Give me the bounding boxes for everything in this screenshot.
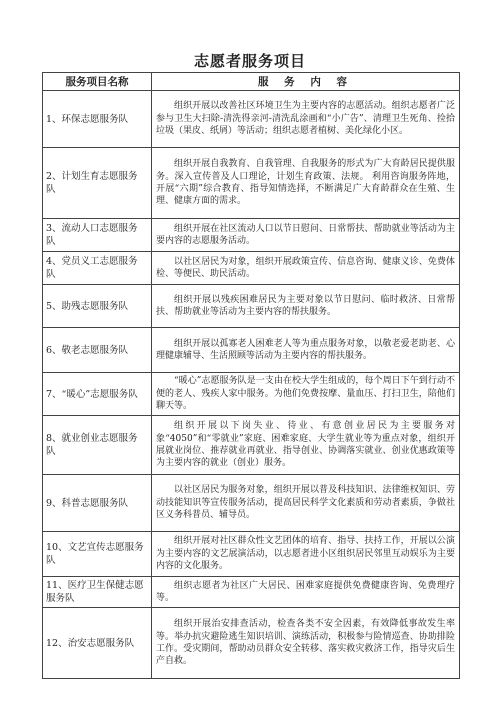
project-content: 组织开展以残疾困难居民为主要对象以节日慰问、临时救济、日常帮扶、帮助就业等活动为主要内容的帮扶服务。 <box>152 285 460 328</box>
header-project-name: 服务项目名称 <box>43 73 152 91</box>
project-name: 8、就业创业志愿服务队 <box>43 416 152 475</box>
project-content: “暖心”志愿服务队是一支由在校大学生组成的，每个周日下午到行动不便的老人、残疾人家中服务。为他们免费按摩、量血压、打扫卫生，陪他们聊天等。 <box>152 373 460 416</box>
project-content: 组织开展以孤寡老人困难老人等为重点服务对象，以敬老爱老助老、心理健康辅导、生活照顾等活动为主要内容的帮扶服务。 <box>152 328 460 373</box>
project-content: 组织开展治安排查活动，检查各类不安全因素，有效降低事故发生率等。举办抗灾避险逃生知识培训、演练活动，积极参与险情巡查、协助排险工作。受灾期间，帮助动员群众安全转移、落实救灾救济工作，指导灾后生产自救。 <box>152 608 460 679</box>
project-name: 12、治安志愿服务队 <box>43 608 152 679</box>
project-name: 10、文艺宣传志愿服务队 <box>43 532 152 577</box>
project-content: 组织开展自我教育、自我管理、自我服务的形式为广大育龄居民提供服务。深入宣传普及人口理论，计划生育政策、法规。 利用咨询服务阵地，开展“六期”综合教育、指导知情选择，不断满足广大育龄群众在生殖、生理、健康方面的需求。 <box>152 148 460 219</box>
header-service-content: 服 务 内 容 <box>152 73 460 91</box>
project-content: 以社区居民为服务对象，组织开展以普及科技知识、法律维权知识、劳动技能知识等宣传服务活动，提高居民科学文化素质和劳动者素质，争做社区义务科普员、辅导员。 <box>152 475 460 532</box>
table-row <box>43 532 460 577</box>
table-row <box>43 577 460 608</box>
table-row <box>43 608 460 679</box>
project-content: 组织志愿者为社区广大居民、困难家庭提供免费健康咨询、免费理疗等。 <box>152 577 460 608</box>
project-name: 7、“暖心”志愿服务队 <box>43 373 152 416</box>
table-row <box>43 416 460 475</box>
project-name: 11、医疗卫生保健志愿服务队 <box>43 577 152 608</box>
table-row <box>43 475 460 532</box>
project-content: 组织开展对社区群众性文艺团体的培育、指导、扶持工作，开展以公演为主要内容的文艺展演活动，以志愿者进小区组织居民邻里互动娱乐为主要内容的文化服务。 <box>152 532 460 577</box>
project-name: 5、助残志愿服务队 <box>43 285 152 328</box>
project-name: 6、敬老志愿服务队 <box>43 328 152 373</box>
project-content: 组织开展在社区流动人口以节日慰问、日常帮扶、帮助就业等活动为主要内容的志愿服务活动。 <box>152 219 460 252</box>
table-row <box>43 219 460 252</box>
project-name: 2、计划生育志愿服务队 <box>43 148 152 219</box>
table-row <box>43 252 460 285</box>
project-name: 3、流动人口志愿服务队 <box>43 219 152 252</box>
page-title: 志愿者服务项目 <box>193 52 306 70</box>
project-content: 组织开展以改善社区环境卫生为主要内容的志愿活动。组织志愿者广泛参与卫生大扫除-清洗得亲河-清洗乱涂画和“小广告”、清理卫生死角、捡拾垃圾（果皮、纸屑）等活动；组织志愿者植树、美化绿化小区。 <box>152 91 460 148</box>
table-header-row <box>43 73 460 91</box>
table-row <box>43 373 460 416</box>
table-row <box>43 285 460 328</box>
table-row <box>43 91 460 148</box>
project-name: 4、党员义工志愿服务队 <box>43 252 152 285</box>
project-name: 9、科普志愿服务队 <box>43 475 152 532</box>
project-name: 1、环保志愿服务队 <box>43 91 152 148</box>
service-projects-table <box>42 72 460 679</box>
table-row <box>43 148 460 219</box>
project-content: 以社区居民为对象，组织开展政策宣传、信息咨询、健康义诊、免费体检、等便民、助民活动。 <box>152 252 460 285</box>
table-row <box>43 328 460 373</box>
project-content: 组织开展以下岗失业、待业、有意创业居民为主要服务对象“4050”和“零就业”家庭、困难家庭、大学生就业等为重点对象，组织开展就业岗位、推荐就业再就业、指导创业、协调落实就业、创业优惠政策等为主要内容的就业（创业）服务。 <box>152 416 460 475</box>
